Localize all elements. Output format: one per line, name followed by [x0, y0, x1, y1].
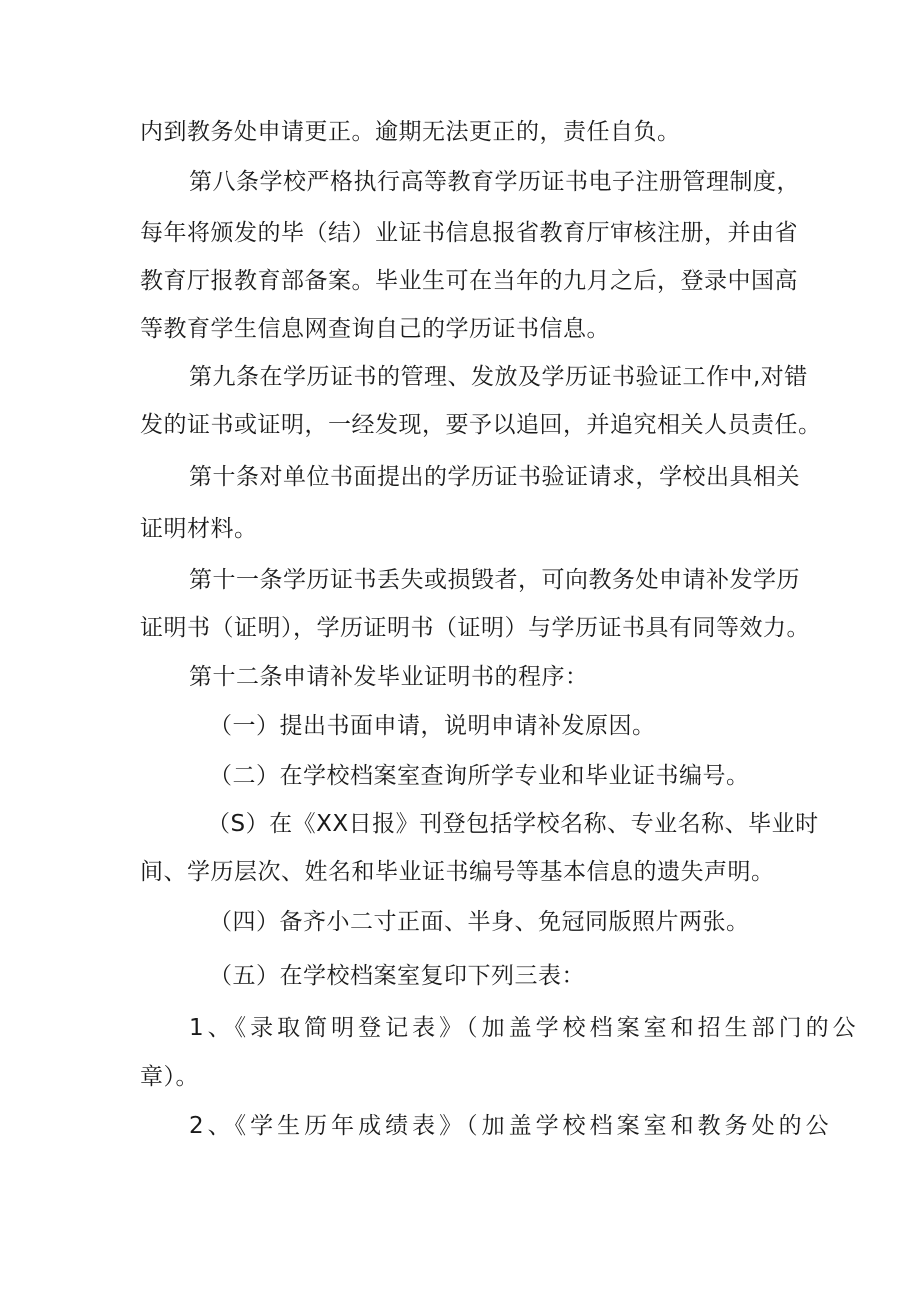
text-line: 证明材料。 [140, 516, 258, 542]
text-line: 内到教务处申请更正。逾期无法更正的，责任自负。 [140, 119, 681, 145]
text-line: 等教育学生信息网查询自己的学历证书信息。 [140, 316, 610, 342]
text-line: 章）。 [140, 1064, 199, 1090]
list-item: （一）提出书面申请，说明申请补发原因。 [209, 713, 656, 739]
list-item: （四）备齐小二寸正面、半身、免冠同版照片两张。 [209, 909, 750, 935]
list-item: （二）在学校档案室查询所学专业和毕业证书编号。 [209, 763, 750, 789]
text-line: 每年将颁发的毕（结）业证书信息报省教育厅审核注册，并由省 [140, 220, 798, 246]
article-9-paragraph: 第九条在学历证书的管理、发放及学历证书验证工作中,对错 [189, 364, 808, 390]
sub-list-item: 2、《学生历年成绩表》（加盖学校档案室和教务处的公 [189, 1113, 833, 1139]
article-12-paragraph: 第十二条申请补发毕业证明书的程序： [189, 664, 589, 690]
list-item: （S）在《XX日报》刊登包括学校名称、专业名称、毕业时 [207, 811, 819, 837]
text-line: 证明书（证明），学历证明书（证明）与学历证书具有同等效力。 [140, 615, 810, 641]
list-item: （五）在学校档案室复印下列三表： [209, 963, 585, 989]
sub-list-item: 1、《录取简明登记表》（加盖学校档案室和招生部门的公 [189, 1015, 860, 1041]
article-11-paragraph: 第十一条学历证书丢失或损毁者，可向教务处申请补发学历 [189, 567, 800, 593]
text-line: 发的证书或证明，一经发现，要予以追回，并追究相关人员责任。 [140, 412, 822, 438]
text-line: 间、学历层次、姓名和毕业证书编号等基本信息的遗失声明。 [140, 859, 775, 885]
text-line: 教育厅报教育部备案。毕业生可在当年的九月之后，登录中国高 [140, 268, 798, 294]
article-10-paragraph: 第十条对单位书面提出的学历证书验证请求，学校出具相关 [189, 464, 800, 490]
article-8-paragraph: 第八条学校严格执行高等教育学历证书电子注册管理制度， [189, 169, 800, 195]
